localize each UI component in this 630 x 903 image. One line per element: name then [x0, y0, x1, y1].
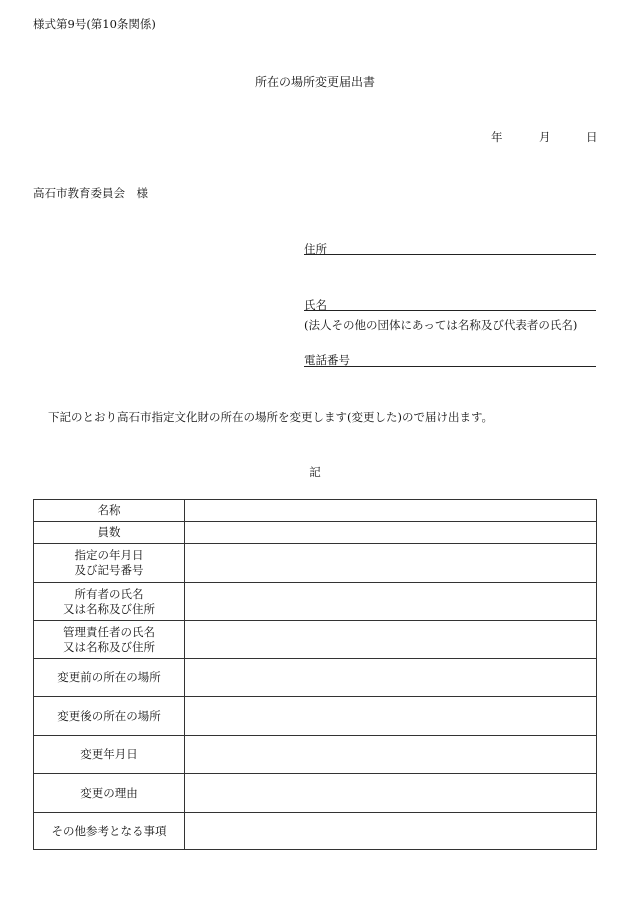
addressee: 高石市教育委員会 様 — [33, 186, 148, 200]
row-label: 変更年月日 — [34, 736, 185, 774]
table-row — [34, 621, 597, 659]
row-value[interactable] — [185, 774, 597, 813]
table-row — [34, 500, 597, 522]
page-title: 所在の場所変更届出書 — [254, 75, 375, 89]
table-row — [34, 774, 597, 813]
table-row — [34, 583, 597, 621]
address-label: 住所 — [304, 242, 327, 256]
table-row — [34, 522, 597, 544]
row-label: 管理責任者の氏名 又は名称及び住所 — [34, 621, 185, 659]
table-row — [34, 736, 597, 774]
name-note: (法人その他の団体にあっては名称及び代表者の氏名) — [304, 318, 578, 332]
row-label: 員数 — [34, 522, 185, 544]
date-day-label: 日 — [586, 130, 598, 144]
row-label: 変更の理由 — [34, 774, 185, 813]
table-row — [34, 813, 597, 850]
row-value[interactable] — [185, 736, 597, 774]
row-label: 名称 — [34, 500, 185, 522]
row-value[interactable] — [185, 583, 597, 621]
form-number: 様式第9号(第10条関係) — [33, 17, 156, 31]
phone-field-line[interactable] — [304, 366, 596, 367]
statement: 下記のとおり高石市指定文化財の所在の場所を変更します(変更した)ので届け出ます。 — [48, 410, 494, 424]
ki-heading: 記 — [309, 465, 321, 479]
row-value[interactable] — [185, 522, 597, 544]
row-label: 変更後の所在の場所 — [34, 697, 185, 736]
table-row — [34, 697, 597, 736]
name-label: 氏名 — [304, 298, 327, 312]
date-year-label: 年 — [491, 130, 503, 144]
details-table — [33, 499, 597, 850]
row-label: 指定の年月日 及び記号番号 — [34, 544, 185, 583]
row-value[interactable] — [185, 500, 597, 522]
row-value[interactable] — [185, 544, 597, 583]
row-value[interactable] — [185, 621, 597, 659]
row-label: 所有者の氏名 又は名称及び住所 — [34, 583, 185, 621]
date-month-label: 月 — [539, 130, 551, 144]
address-field-line[interactable] — [304, 254, 596, 255]
row-value[interactable] — [185, 813, 597, 850]
row-value[interactable] — [185, 659, 597, 697]
row-value[interactable] — [185, 697, 597, 736]
table-row — [34, 544, 597, 583]
row-label: 変更前の所在の場所 — [34, 659, 185, 697]
name-field-line[interactable] — [304, 310, 596, 311]
phone-label: 電話番号 — [304, 353, 350, 367]
table-row — [34, 659, 597, 697]
row-label: その他参考となる事項 — [34, 813, 185, 850]
